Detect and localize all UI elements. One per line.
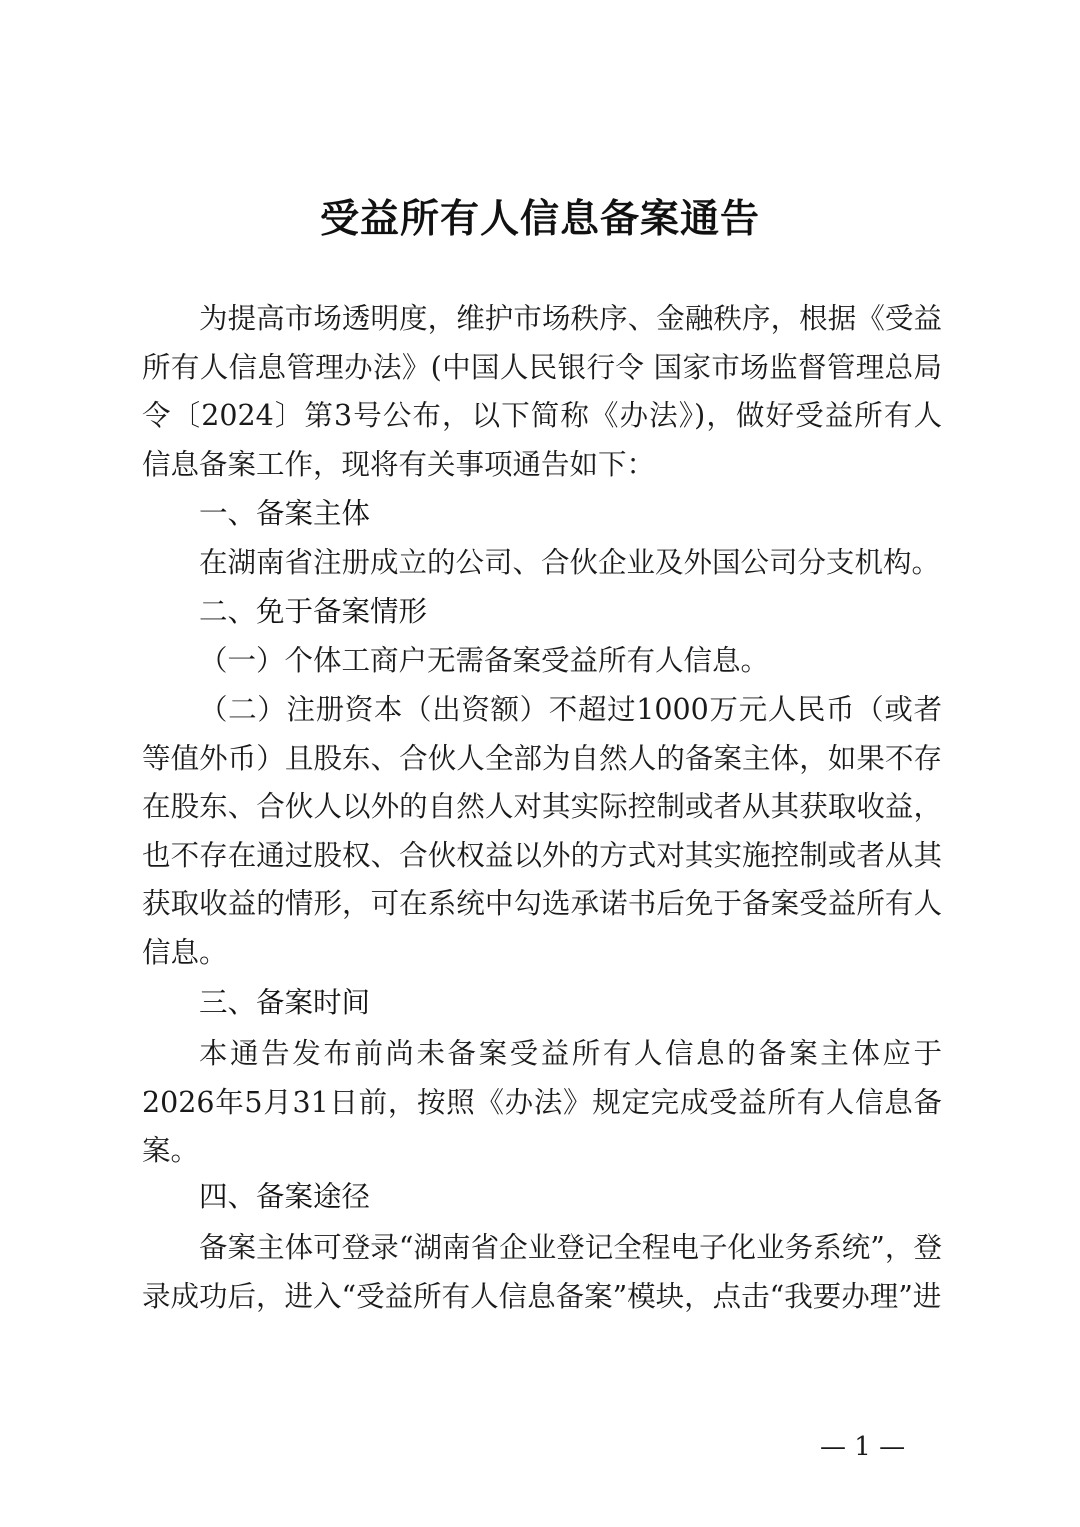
section1-heading: 一、备案主体 — [199, 497, 371, 530]
section4-text: 备案主体可登录“湖南省企业登记全程电子化业务系统”，登录成功后，进入“受益所有人信息备案”模块，点击“我要办理”进 — [142, 1231, 942, 1313]
page-number: — 1 — — [820, 1432, 906, 1462]
section2-item2: （二）注册资本（出资额）不超过1000万元人民币（或者等值外币）且股东、合伙人全部为自然人的备案主体，如果不存在股东、合伙人以外的自然人对其实际控制或者从其获取收益，也不存在通过股权、合伙权益以外的方式对其实施控制或者从其获取收益的情形，可在系统中勾选承诺书后免于备案受益所有人信息。 — [142, 693, 942, 969]
section3-heading: 三、备案时间 — [199, 986, 371, 1019]
section2-heading: 二、免于备案情形 — [199, 595, 428, 628]
intro-paragraph: 为提高市场透明度，维护市场秩序、金融秩序，根据《受益所有人信息管理办法》(中国人民银行令 国家市场监督管理总局令〔2024〕第3号公布，以下简称《办法》)，做好受益所有人信息备案工作，现将有关事项通告如下： — [142, 302, 942, 481]
section4-heading: 四、备案途径 — [199, 1180, 371, 1213]
section3-text: 本通告发布前尚未备案受益所有人信息的备案主体应于2026年5月31日前，按照《办法》规定完成受益所有人信息备案。 — [142, 1037, 942, 1167]
document-title: 受益所有人信息备案通告 — [319, 197, 760, 242]
section1-text: 在湖南省注册成立的公司、合伙企业及外国公司分支机构。 — [199, 546, 941, 579]
section2-item1: （一）个体工商户无需备案受益所有人信息。 — [199, 644, 770, 677]
